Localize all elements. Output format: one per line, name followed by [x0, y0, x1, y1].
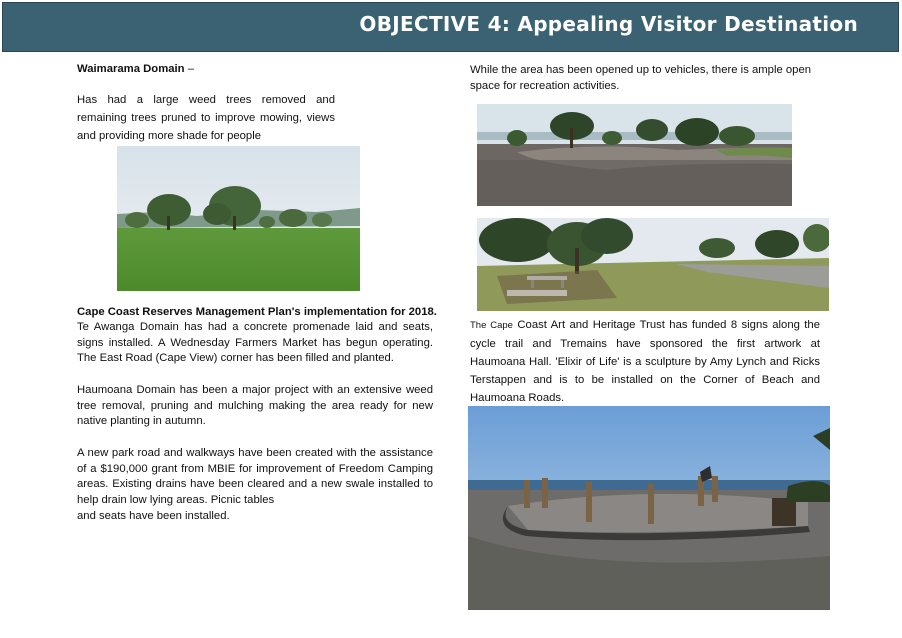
waimarama-heading: Waimarama Domain: [77, 63, 185, 75]
park-road-last-line: and seats have been installed.: [77, 510, 230, 522]
trust-paragraph: [470, 316, 820, 407]
te-awanga-paragraph: Te Awanga Domain has had a concrete promenade laid and seats, signs installed. A Wednesday Farmers Market has begun operating. The East Road (Cape View) corner has been filled and planted.: [77, 321, 433, 364]
heading-dash: –: [184, 63, 194, 75]
waimarama-park-photo: [117, 146, 360, 291]
waimarama-paragraph: Has had a large weed trees removed and remaining trees pruned to improve mowing, views and providing more shade for people: [77, 94, 335, 142]
sculpture-site-photo: [468, 406, 830, 610]
trust-text: Coast Art and Heritage Trust has funded 8 signs along the cycle trail and Tremains have sponsored the first artwork at Haumoana Hall. 'Elixir of Life' is a sculpture by Amy Lynch and Ricks Terstappen and is to be installed on the Corner of Beach and Haumoana Roads.: [470, 319, 820, 404]
cape-coast-heading: Cape Coast Reserves Management Plan's implementation for 2018.: [77, 306, 437, 318]
park-road-paragraph: A new park road and walkways have been created with the assistance of a $190,000 grant from MBIE for improvement of Freedom Camping areas. Existing drains have been cleared and a new swale installed to help drain low lying areas. Picnic tables: [77, 447, 433, 506]
parking-area-photo: [477, 104, 792, 206]
haumoana-paragraph: Haumoana Domain has been a major project with an extensive weed tree removal, pruning and mulching making the area ready for new native planting in autumn.: [77, 384, 433, 427]
picnic-table-photo: [477, 218, 829, 311]
open-space-paragraph: While the area has been opened up to vehicles, there is ample open space for recreation activities.: [470, 64, 812, 92]
the-cape-text: The Cape: [470, 320, 513, 331]
page-title: OBJECTIVE 4: Appealing Visitor Destination: [359, 12, 858, 36]
header-banner: [2, 2, 899, 52]
waimarama-heading-line: [77, 62, 337, 78]
